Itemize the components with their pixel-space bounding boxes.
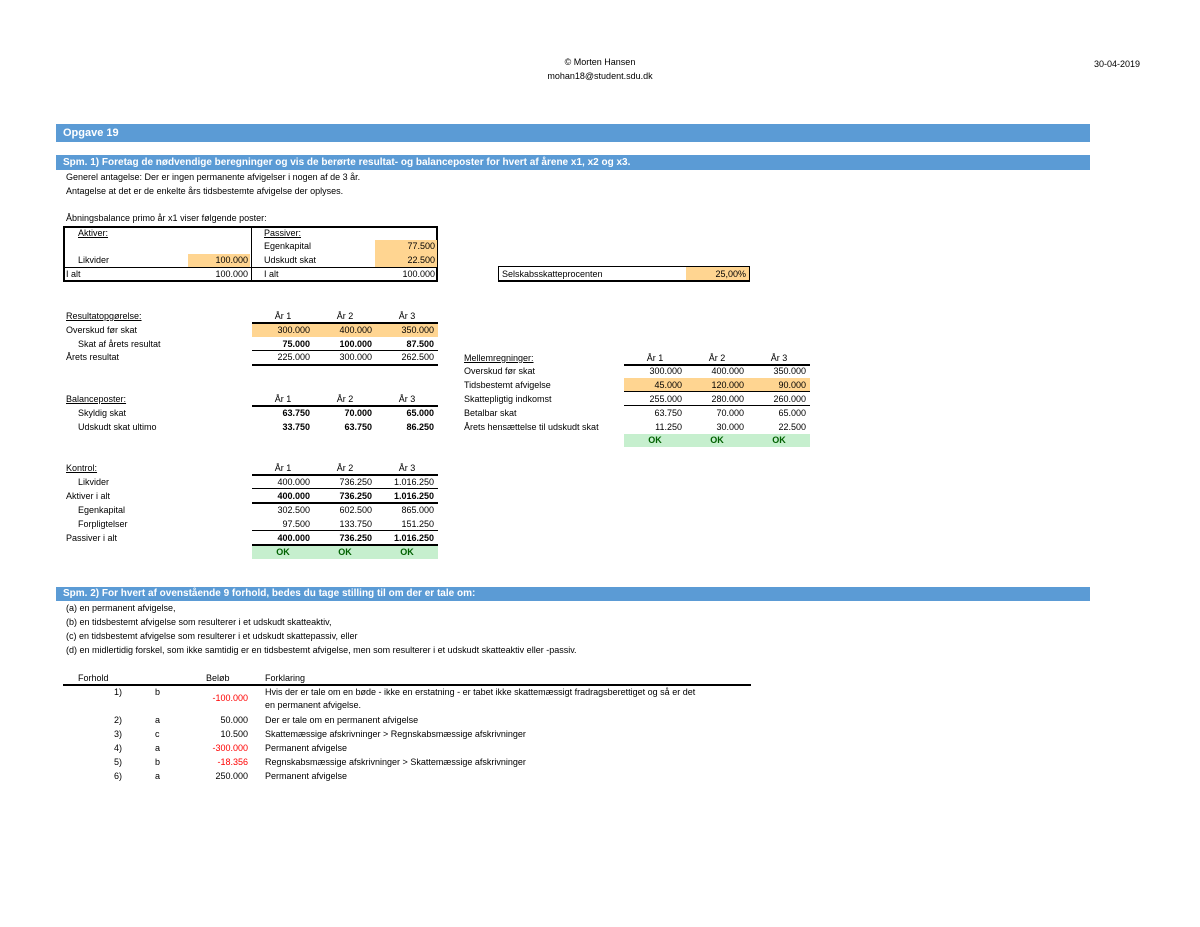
kontrol-cell: 151.250 (401, 519, 434, 529)
mellem-subtotal-line (624, 391, 810, 392)
ialt-right-value: 100.000 (402, 269, 435, 279)
balance-header: Balanceposter: (66, 394, 127, 404)
resultat-cell: 75.000 (282, 339, 310, 349)
balance-cell: 65.000 (406, 408, 434, 418)
mellem-year-3: År 3 (770, 353, 788, 363)
balance-cell: 63.750 (282, 408, 310, 418)
resultat-year-3: År 3 (398, 311, 416, 321)
kontrol-row-label: Aktiver i alt (66, 491, 111, 501)
forhold-nr: 1) (113, 687, 122, 697)
resultat-cell: 100.000 (339, 339, 372, 349)
forhold-kode: b (155, 757, 161, 767)
kontrol-row-label: Egenkapital (78, 505, 126, 515)
mellem-header: Mellemregninger: (464, 353, 534, 363)
forhold-nr: 2) (113, 715, 122, 725)
mellem-year-2: År 2 (708, 353, 726, 363)
kontrol-ok-cell: OK (376, 546, 438, 559)
likvider-label: Likvider (78, 255, 110, 265)
resultat-cell: 262.500 (401, 352, 434, 362)
mellem-row-label: Årets hensættelse til udskudt skat (464, 422, 599, 432)
forhold-belob: -18.356 (217, 757, 248, 767)
forhold-forklaring: Hvis der er tale om en bøde - ikke en erstatning - er tabet ikke skattemæssigt fradragsberettiget og så er det (265, 687, 696, 697)
forhold-header-line (63, 684, 751, 686)
resultat-cell: 400.000 (339, 325, 372, 335)
forhold-forklaring: Regnskabsmæssige afskrivninger > Skattemæssige afskrivninger (265, 757, 526, 767)
mellem-row-label: Skattepligtig indkomst (464, 394, 552, 404)
email-line: mohan18@student.sdu.dk (547, 71, 653, 81)
opening-balance-caption: Åbningsbalance primo år x1 viser følgende poster: (66, 213, 267, 223)
forhold-kode: b (155, 687, 161, 697)
kontrol-year-3: År 3 (398, 463, 416, 473)
mellem-row-label: Overskud før skat (464, 366, 536, 376)
kontrol-ok-cell: OK (252, 546, 314, 559)
egenkapital-value: 77.500 (407, 241, 435, 251)
mellem-row-label: Betalbar skat (464, 408, 517, 418)
tax-rate-label: Selskabsskatteprocenten (502, 269, 603, 279)
tax-rate-value: 25,00% (715, 269, 746, 279)
balance-row-label: Udskudt skat ultimo (78, 422, 157, 432)
ialt-left-label: I alt (66, 269, 81, 279)
mellem-year-1: År 1 (646, 353, 664, 363)
forhold-forklaring: Skattemæssige afskrivninger > Regnskabsmæssige afskrivninger (265, 729, 526, 739)
udskudt-skat-label: Udskudt skat (264, 255, 317, 265)
kontrol-cell: 736.250 (339, 533, 372, 543)
kontrol-cell: 602.500 (339, 505, 372, 515)
udskudt-skat-value: 22.500 (407, 255, 435, 265)
forhold-belob: -100.000 (212, 693, 248, 703)
opgave-title-band: Opgave 19 (56, 124, 1090, 142)
forhold-nr: 5) (113, 757, 122, 767)
forhold-belob: 10.500 (220, 729, 248, 739)
forhold-nr: 3) (113, 729, 122, 739)
kontrol-total-line (252, 502, 438, 504)
kontrol-cell: 736.250 (339, 491, 372, 501)
mellem-cell: 65.000 (778, 408, 806, 418)
forhold-kode: c (155, 729, 160, 739)
forhold-kode: a (155, 743, 161, 753)
kontrol-cell: 400.000 (277, 533, 310, 543)
resultat-cell: 300.000 (277, 325, 310, 335)
mellem-ok-cell: OK (748, 434, 810, 447)
forhold-forklaring: Permanent afvigelse (265, 771, 348, 781)
forklaring-col-header: Forklaring (265, 673, 306, 683)
spm1-assumption-1: Generel antagelse: Der er ingen permanente afvigelser i nogen af de 3 år. (66, 172, 361, 182)
kontrol-cell: 302.500 (277, 505, 310, 515)
forhold-col-header: Forhold (78, 673, 109, 683)
mellem-cell: 90.000 (778, 380, 806, 390)
kontrol-row-label: Likvider (78, 477, 110, 487)
kontrol-cell: 400.000 (277, 491, 310, 501)
mellem-cell: 70.000 (716, 408, 744, 418)
option-a: (a) en permanent afvigelse, (66, 603, 176, 613)
forhold-belob: 250.000 (215, 771, 248, 781)
kontrol-header: Kontrol: (66, 463, 98, 473)
kontrol-cell: 97.500 (282, 519, 310, 529)
balance-cell: 70.000 (344, 408, 372, 418)
spm1-band: Spm. 1) Foretag de nødvendige beregninger og vis de berørte resultat- og balanceposter for hvert af årene x1, x2 og x3. (56, 155, 1090, 170)
mellem-ok-cell: OK (624, 434, 686, 447)
kontrol-year-2: År 2 (336, 463, 354, 473)
ialt-right-label: I alt (264, 269, 279, 279)
kontrol-cell: 400.000 (277, 477, 310, 487)
balance-cell: 63.750 (344, 422, 372, 432)
forhold-nr: 6) (113, 771, 122, 781)
resultat-row-label: Årets resultat (66, 352, 120, 362)
kontrol-cell: 1.016.250 (393, 491, 434, 501)
mellem-cell: 300.000 (649, 366, 682, 376)
mellem-cell: 22.500 (778, 422, 806, 432)
balance-year-3: År 3 (398, 394, 416, 404)
balance-header-line (252, 405, 438, 407)
passiver-header: Passiver: (264, 228, 302, 238)
forhold-forklaring-cont: en permanent afvigelse. (265, 700, 362, 710)
mellem-cell: 260.000 (773, 394, 806, 404)
kontrol-cell: 133.750 (339, 519, 372, 529)
balance-cell: 33.750 (282, 422, 310, 432)
spm1-assumption-2: Antagelse at det er de enkelte års tidsbestemte afvigelse der oplyses. (66, 186, 344, 196)
forhold-nr: 4) (113, 743, 122, 753)
balance-year-2: År 2 (336, 394, 354, 404)
mellem-cell: 45.000 (654, 380, 682, 390)
kontrol-row-label: Passiver i alt (66, 533, 118, 543)
forhold-forklaring: Permanent afvigelse (265, 743, 348, 753)
egenkapital-label: Egenkapital (264, 241, 312, 251)
kontrol-line (252, 488, 438, 489)
mellem-cell: 11.250 (655, 422, 682, 432)
mellem-cell: 280.000 (711, 394, 744, 404)
option-b: (b) en tidsbestemt afvigelse som resulterer i et udskudt skatteaktiv, (66, 617, 332, 627)
resultat-cell: 350.000 (401, 325, 434, 335)
forhold-belob: -300.000 (212, 743, 248, 753)
resultat-cell: 225.000 (277, 352, 310, 362)
kontrol-year-1: År 1 (274, 463, 292, 473)
resultat-year-2: År 2 (336, 311, 354, 321)
kontrol-line (252, 530, 438, 531)
forhold-belob: 50.000 (220, 715, 248, 725)
mellem-cell: 30.000 (716, 422, 744, 432)
balance-row-label: Skyldig skat (78, 408, 127, 418)
mellem-cell: 63.750 (654, 408, 682, 418)
author-line: © Morten Hansen (564, 57, 636, 67)
option-c: (c) en tidsbestemt afvigelse som resulterer i et udskudt skattepassiv, eller (66, 631, 358, 641)
date: 30-04-2019 (1093, 59, 1140, 69)
resultat-header: Resultatopgørelse: (66, 311, 142, 321)
resultat-row-label: Skat af årets resultat (78, 339, 161, 349)
likvider-value: 100.000 (215, 255, 248, 265)
opening-balance-divider (251, 226, 252, 282)
balance-cell: 86.250 (406, 422, 434, 432)
forhold-kode: a (155, 715, 161, 725)
resultat-row-label: Overskud før skat (66, 325, 138, 335)
forhold-forklaring: Der er tale om en permanent afvigelse (265, 715, 419, 725)
resultat-cell: 300.000 (339, 352, 372, 362)
kontrol-ok-cell: OK (314, 546, 376, 559)
mellem-cell: 120.000 (711, 380, 744, 390)
belob-col-header: Beløb (206, 673, 230, 683)
kontrol-cell: 1.016.250 (393, 477, 434, 487)
kontrol-header-line (252, 474, 438, 476)
kontrol-row-label: Forpligtelser (78, 519, 128, 529)
mellem-cell: 400.000 (711, 366, 744, 376)
kontrol-cell: 1.016.250 (393, 533, 434, 543)
spm2-band: Spm. 2) For hvert af ovenstående 9 forhold, bedes du tage stilling til om der er tale om: (56, 587, 1090, 601)
resultat-cell: 87.500 (406, 339, 434, 349)
resultat-total-line (252, 364, 438, 366)
aktiver-header: Aktiver: (78, 228, 109, 238)
option-d: (d) en midlertidig forskel, som ikke samtidig er en tidsbestemt afvigelse, men som resulterer i et udskudt skatteaktiv eller -passiv. (66, 645, 577, 655)
mellem-cell: 350.000 (773, 366, 806, 376)
resultat-subtotal-line (252, 350, 438, 351)
balance-year-1: År 1 (274, 394, 292, 404)
forhold-kode: a (155, 771, 161, 781)
kontrol-cell: 736.250 (339, 477, 372, 487)
ialt-left-value: 100.000 (215, 269, 248, 279)
mellem-row-label: Tidsbestemt afvigelse (464, 380, 551, 390)
mellem-cell: 255.000 (649, 394, 682, 404)
mellem-line (624, 405, 810, 406)
mellem-ok-cell: OK (686, 434, 748, 447)
kontrol-cell: 865.000 (401, 505, 434, 515)
resultat-year-1: År 1 (274, 311, 292, 321)
